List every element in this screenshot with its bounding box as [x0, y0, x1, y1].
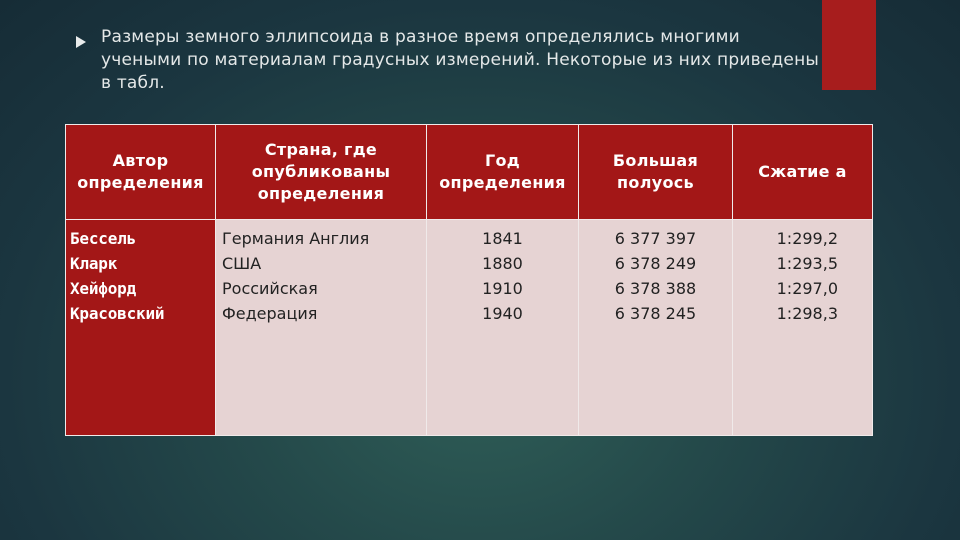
flattening-value: 1:299,2 [776, 229, 838, 248]
country-text: США [222, 254, 262, 273]
table-header-row [66, 125, 873, 220]
country-cell [216, 220, 427, 436]
flattening-cell [733, 220, 873, 436]
semi-major-value: 6 377 397 [614, 229, 697, 248]
country-text: Федерация [222, 304, 318, 323]
header-semi-major: Большая полуось [579, 125, 733, 220]
semi-major-value: 6 378 245 [614, 304, 697, 323]
semi-major-value: 6 378 388 [614, 279, 697, 298]
year-value: 1880 [482, 254, 523, 273]
ellipsoid-table [65, 124, 873, 436]
header-author: Автор определения [66, 125, 216, 220]
accent-bar [822, 0, 876, 90]
country-text: Российская [222, 279, 318, 298]
semi-major-cell [579, 220, 733, 436]
header-year: Год определения [427, 125, 579, 220]
table-row [66, 220, 873, 436]
flattening-value: 1:293,5 [776, 254, 838, 273]
semi-major-value: 6 378 249 [614, 254, 697, 273]
author-name: Кларк [70, 254, 118, 273]
flattening-value: 1:298,3 [776, 304, 838, 323]
author-name: Хейфорд [70, 279, 137, 298]
intro-text: Размеры земного эллипсоида в разное время определялись многими учеными по материалам градусных измерений. Некоторые из них приведены в табл. [101, 27, 820, 93]
author-name: Красовский [70, 304, 165, 323]
year-value: 1910 [482, 279, 523, 298]
header-country: Страна, где опубликованы определения [216, 125, 427, 220]
bullet-arrow-icon [76, 36, 86, 48]
year-cell [427, 220, 579, 436]
author-name: Бессель [70, 229, 137, 248]
header-flattening: Сжатие а [733, 125, 873, 220]
country-text: Германия Англия [222, 229, 370, 248]
author-cell [66, 220, 216, 436]
flattening-value: 1:297,0 [776, 279, 838, 298]
year-value: 1940 [482, 304, 523, 323]
year-value: 1841 [482, 229, 523, 248]
